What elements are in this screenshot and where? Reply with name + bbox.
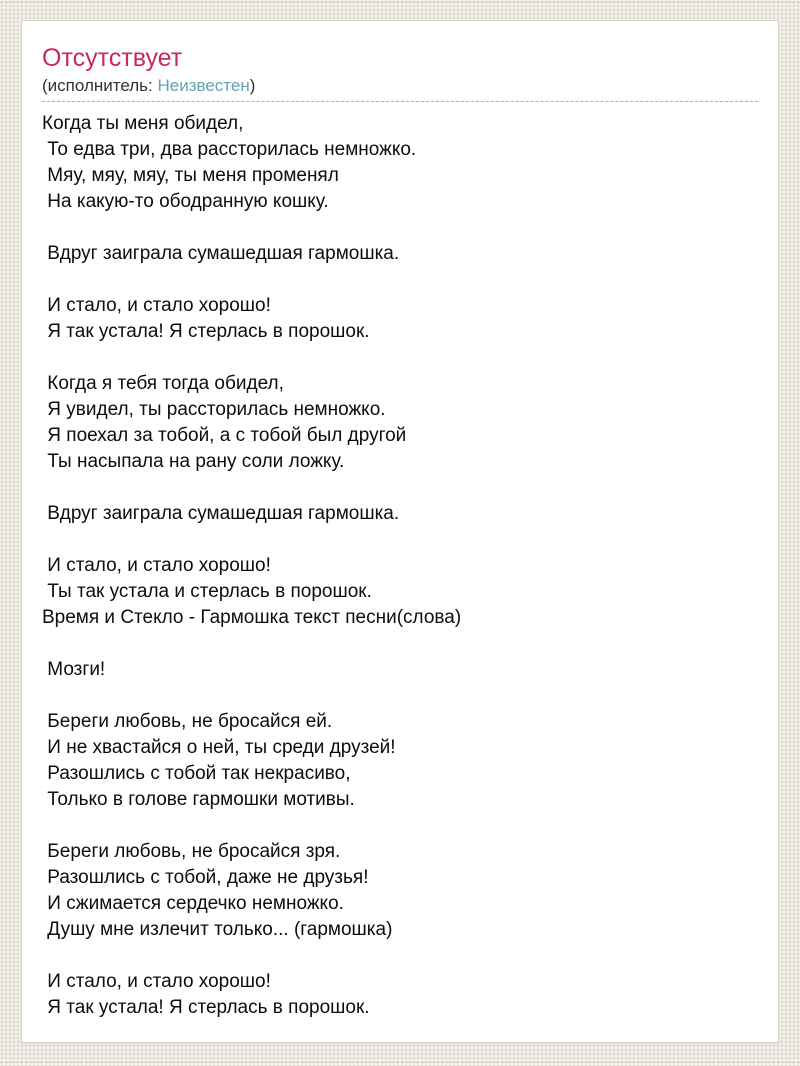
lyric-line xyxy=(42,813,758,839)
lyric-line: И сжимается сердечко немножко. xyxy=(42,893,344,914)
lyric-line: Когда ты меня обидел, xyxy=(42,113,244,134)
lyric-line: Разошлись с тобой, даже не друзья! xyxy=(42,867,369,888)
lyric-line xyxy=(42,683,758,709)
lyric-line: Мозги! xyxy=(42,659,106,680)
lyric-line xyxy=(42,943,758,969)
artist-link[interactable]: Неизвестен xyxy=(157,76,250,95)
lyrics-card xyxy=(21,20,779,1043)
artist-subtitle xyxy=(42,76,758,102)
background-texture-bottom-edge xyxy=(0,1062,800,1063)
lyric-line: И стало, и стало хорошо! xyxy=(42,971,271,992)
lyric-line xyxy=(42,345,758,371)
lyrics-block xyxy=(42,111,758,1021)
lyric-line: Время и Стекло - Гармошка текст песни(слова) xyxy=(42,607,462,628)
lyric-line: Я так устала! Я стерлась в порошок. xyxy=(42,997,370,1018)
song-title: Отсутствует xyxy=(42,44,183,72)
lyric-line xyxy=(42,631,758,657)
lyric-line: Вдруг заиграла сумашедшая гармошка. xyxy=(42,243,400,264)
lyric-line: Я так устала! Я стерлась в порошок. xyxy=(42,321,370,342)
lyric-line: Ты так устала и стерлась в порошок. xyxy=(42,581,372,602)
lyric-line xyxy=(42,267,758,293)
lyric-line: Разошлись с тобой так некрасиво, xyxy=(42,763,351,784)
artist-label-suffix: ) xyxy=(249,76,256,95)
lyric-line: Только в голове гармошки мотивы. xyxy=(42,789,355,810)
lyric-line: Ты насыпала на рану соли ложку. xyxy=(42,451,345,472)
lyric-line: На какую-то ободранную кошку. xyxy=(42,191,329,212)
lyric-line xyxy=(42,215,758,241)
lyric-line: И стало, и стало хорошо! xyxy=(42,555,271,576)
lyric-line: Мяу, мяу, мяу, ты меня променял xyxy=(42,165,339,186)
lyric-line xyxy=(42,527,758,553)
lyric-line: Вдруг заиграла сумашедшая гармошка. xyxy=(42,503,400,524)
lyric-line: И стало, и стало хорошо! xyxy=(42,295,271,316)
lyric-line: И не хвастайся о ней, ты среди друзей! xyxy=(42,737,396,758)
lyric-line: Береги любовь, не бросайся зря. xyxy=(42,841,341,862)
lyric-line: Береги любовь, не бросайся ей. xyxy=(42,711,333,732)
artist-label-prefix: (исполнитель: xyxy=(42,76,158,95)
lyric-line: Душу мне излечит только... (гармошка) xyxy=(42,919,393,940)
background-texture-top-edge xyxy=(0,2,800,3)
lyric-line: Я увидел, ты рассторилась немножко. xyxy=(42,399,386,420)
lyric-line: Я поехал за тобой, а с тобой был другой xyxy=(42,425,407,446)
lyric-line: То едва три, два рассторилась немножко. xyxy=(42,139,417,160)
lyric-line: Когда я тебя тогда обидел, xyxy=(42,373,284,394)
lyric-line xyxy=(42,475,758,501)
